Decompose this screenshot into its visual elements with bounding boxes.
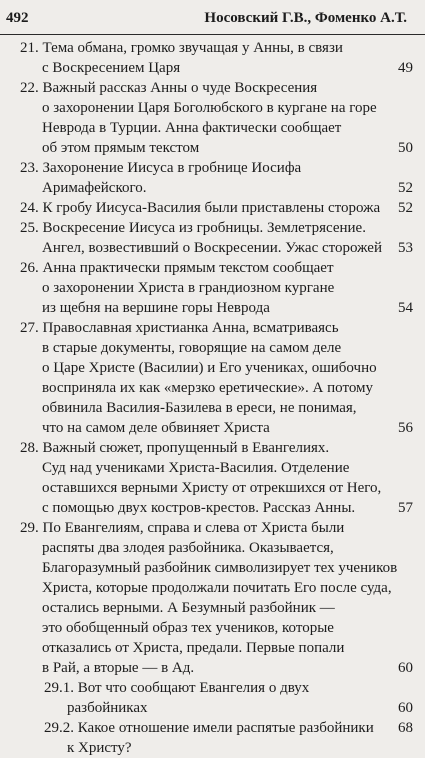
toc-entry-27	[0, 318, 425, 438]
toc-entry-22	[0, 78, 425, 158]
toc-entry-line: оставшихся верными Христу от отрекшихся от Него,	[42, 480, 382, 496]
toc-entry-line: распяты два злодея разбойника. Оказывается,	[42, 540, 334, 556]
toc-entry-line: 24. К гробу Иисуса-Василия были приставлены сторожа	[20, 200, 381, 216]
toc-entry-28	[0, 438, 425, 518]
toc-entry-line: 21. Тема обмана, громко звучащая у Анны, в связи	[20, 40, 343, 56]
toc-entry-line: 28. Важный сюжет, пропущенный в Евангелиях.	[20, 440, 330, 456]
toc-entry-23	[0, 158, 425, 198]
toc-entry-line: 22. Важный рассказ Анны о чуде Воскресения	[20, 80, 318, 96]
running-title: Носовский Г.В., Фоменко А.Т.	[204, 10, 407, 26]
toc-page-number: 60	[398, 700, 413, 716]
toc-entry-line: 23. Захоронение Иисуса в гробнице Иосифа	[20, 160, 302, 176]
toc-entry-line: отказались от Христа, предали. Первые попали	[42, 640, 345, 656]
toc-entry-line: об этом прямым текстом	[42, 140, 200, 156]
header-rule	[0, 34, 425, 35]
toc-subentry-29-2	[0, 718, 425, 758]
toc-entry-24	[0, 198, 425, 218]
toc-entry-line: что на самом деле обвиняет Христа	[42, 420, 270, 436]
toc-page-number: 49	[398, 60, 413, 76]
toc-entry-line: из щебня на вершине горы Неврода	[42, 300, 270, 316]
toc-entry-29	[0, 518, 425, 678]
toc-entry-line: о Царе Христе (Василии) и Его учениках, ошибочно	[42, 360, 377, 376]
page-header	[0, 6, 425, 28]
toc-entry-line: остались верными. А Безумный разбойник —	[42, 600, 335, 616]
toc-entry-line: с помощью двух костров-крестов. Рассказ Анны.	[42, 500, 356, 516]
table-of-contents	[0, 38, 425, 758]
toc-entry-line: к Христу?	[67, 740, 132, 756]
toc-entry-line: 29.2. Какое отношение имели распятые разбойники	[44, 720, 374, 736]
toc-page-number: 68	[398, 720, 413, 736]
toc-entry-line: восприняла их как «мерзко еретические». А потому	[42, 380, 374, 396]
toc-entry-line: обвинила Василия-Базилева в ереси, не понимая,	[42, 400, 357, 416]
toc-page-number: 53	[398, 240, 413, 256]
toc-entry-26	[0, 258, 425, 318]
toc-entry-21	[0, 38, 425, 78]
toc-entry-line: с Воскресением Царя	[42, 60, 181, 76]
toc-page-number: 54	[398, 300, 413, 316]
toc-entry-25	[0, 218, 425, 258]
toc-subentry-29-1	[0, 678, 425, 718]
toc-entry-line: 25. Воскресение Иисуса из гробницы. Землетрясение.	[20, 220, 366, 236]
toc-entry-line: разбойниках	[67, 700, 148, 716]
toc-entry-line: в старые документы, говорящие на самом деле	[42, 340, 342, 356]
toc-entry-line: Неврода в Турции. Анна фактически сообщает	[42, 120, 342, 136]
toc-page-number: 56	[398, 420, 413, 436]
toc-entry-line: Суд над учениками Христа-Василия. Отделение	[42, 460, 350, 476]
toc-page-number: 60	[398, 660, 413, 676]
toc-entry-line: о захоронении Царя Боголюбского в кургане на горе	[42, 100, 377, 116]
toc-entry-line: 26. Анна практически прямым текстом сообщает	[20, 260, 334, 276]
toc-entry-line: Христа, которые продолжали почитать Его после суда,	[42, 580, 392, 596]
toc-entry-line: Благоразумный разбойник символизирует тех учеников	[42, 560, 398, 576]
toc-entry-line: в Рай, а вторые — в Ад.	[42, 660, 195, 676]
toc-page-number: 50	[398, 140, 413, 156]
toc-entry-line: 27. Православная христианка Анна, всматриваясь	[20, 320, 339, 336]
toc-entry-line: Аримафейского.	[42, 180, 147, 196]
toc-entry-line: о захоронении Христа в грандиозном кургане	[42, 280, 335, 296]
toc-entry-line: это обобщенный образ тех учеников, которые	[42, 620, 334, 636]
toc-page-number: 57	[398, 500, 413, 516]
page-number: 492	[6, 10, 29, 26]
toc-entry-line: 29.1. Вот что сообщают Евангелия о двух	[44, 680, 310, 696]
toc-page-number: 52	[398, 200, 413, 216]
toc-entry-line: Ангел, возвестивший о Воскресении. Ужас сторожей	[42, 240, 382, 256]
toc-page-number: 52	[398, 180, 413, 196]
toc-entry-line: 29. По Евангелиям, справа и слева от Христа были	[20, 520, 345, 536]
